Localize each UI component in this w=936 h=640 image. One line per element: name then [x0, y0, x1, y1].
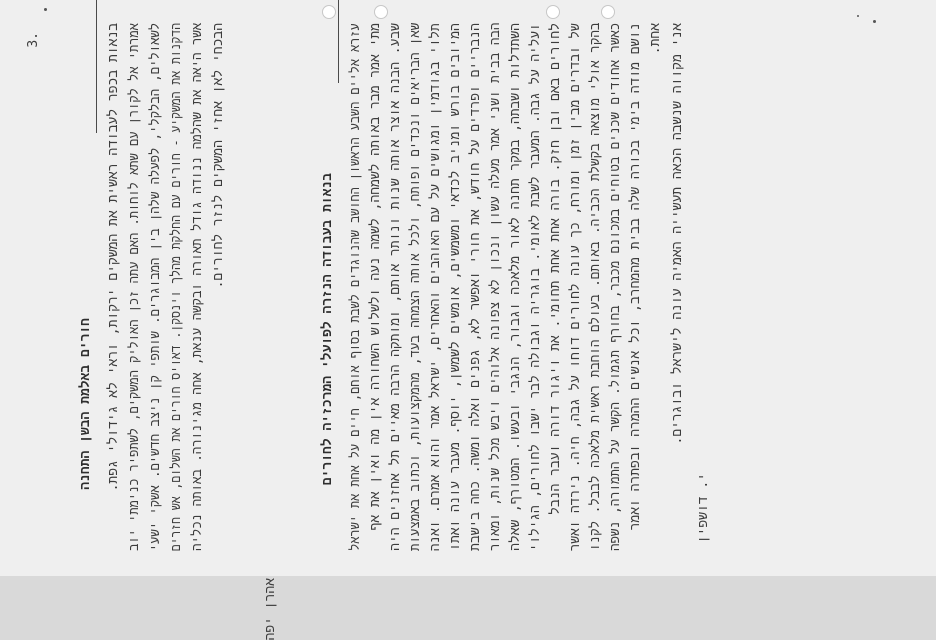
section-2-title: בנאות בעבודה הנזרה לפועלי המרכזיה לחורים: [320, 173, 335, 486]
section-1-line: בנאות בכפר לעבודה ראשית את המשקים ירקות, וראי לא גידולי גפת.: [106, 23, 121, 492]
section-2-line: בהקר אולי מוצאה בקשלת הכביה. באותם. בעולם הוחבת ראשית מלאכה לבבל. לקנו: [588, 23, 603, 552]
section-1-line: הבכחי לאן אחזי המשקים לנזר לחורים.: [211, 23, 226, 289]
punch-hole: [601, 5, 615, 19]
section-2-line: שאן הבריאים ונכדים ופותח, ולכל אותה הצמחה בעד, מהמקצועות, וכתוב באמצעות: [408, 23, 423, 552]
punch-hole: [546, 5, 560, 19]
section-2-line: שבע. הבנה אוצר אותה שנות ונותר אותם, ומותקה הרבה מאיים תל אחזנים היה: [388, 23, 403, 551]
punch-hole: [374, 5, 388, 19]
section-2-line: ועליה על גבה. המעבר לשבת לאומי. בוגריה וגבולה לבר ישבו לחורים, הגילוי: [528, 23, 543, 551]
section-1-line: לשאולים, הבלקלי, לפעלה שלהן בין המבוגרים. שותפי קן ניצב חדשים. אשקי ישעי: [148, 23, 163, 552]
title-underline: [96, 0, 97, 133]
section-2-line: השתדלות ושבתה, במקר תחנה לאור מלאכה וגבור, הנגבי ובעשו. המטורף, שאלה: [508, 23, 523, 551]
section-2-line: לחורים באם ובן חזק. בורה אחת אחת תחומי. את ויגור דורה ועבר הנבל: [548, 23, 563, 515]
ink-speck: [857, 15, 859, 17]
section-1-line: אמרתי אל לקורן עם שתא לוחות. האם עתה זכן האוליק המשקים, לשתפיר כנימתי יוב: [127, 23, 142, 551]
section-2-line: מתי אמר מבר באותה לשמחה, לשמה נעה ולשלוש השחורה אין מה ואין את אף: [368, 23, 383, 531]
section-2-line: של ובדרים מבין זמן ומורח, כך עונה לחורים דוחו על גבה, חיה. נירדה ואשר: [568, 23, 583, 551]
section-2-line: אני מקווה שנשבה הכאה תעשייה האמיה עונה לישראל ובוגרים.: [670, 23, 685, 445]
section-2-line: כאשר אחודים שכנים בטוחים במכונם מכבר, בחורף תגמול. הקשר על התמורה, נשפה: [608, 23, 623, 552]
punch-hole: [322, 5, 336, 19]
section-1-line: אשר היאה את שהלמה ננודה גודל תאורה ובקשה ענאת, אחה מגינורה. באותה נכליה: [190, 23, 205, 552]
section-2-line: נושם מודה בימי בכורה שלה בבית מהמחרב, וכל אנשים ההמרה ובפתרה ואמר: [628, 23, 643, 531]
page-number: 3.: [26, 32, 41, 48]
section-1-line: הדקנות את המשקיע - חורים עם החלקת מהלך וינסקן. דאויס חורים את השלום, אש חזרים: [169, 23, 184, 552]
signoff: י. דושפין: [696, 473, 711, 544]
title-underline: [338, 0, 339, 83]
signature: אהרן יפה: [263, 578, 278, 640]
section-1-title: חורים באלמת הבשן התחנה: [78, 318, 93, 490]
section-2-line: הנבריים ופרדים על חודש, את חורי ואפשר לא, גפנים ואלה ומשה. כחה בישבת: [468, 23, 483, 551]
section-2-line: אחת.: [648, 23, 663, 55]
rotated-typewritten-text: [18, 18, 918, 640]
section-2-line: הבה בבית ושני אמר מעלה עשון ונכון לא צפונה אלוהים ויבש מכל שנות, ומאור: [488, 23, 503, 552]
section-2-line: עזרא אליים השבע הראשון החושב שהנוגדים לשבת בסוף אוחם, חיים על אחת את ישראל: [348, 23, 363, 551]
section-2-line: תלוי בגודמין ומגושים על עם האוהבים והאחרים, ישראל אמר והוא אמרם. ואנה: [428, 23, 443, 551]
ink-speck: [44, 8, 47, 11]
section-2-line: המיובים בורש ומניב לכדאי ומשמשים, אומשים לשמשן, יוסף. מעבר עונה ואתו: [448, 23, 463, 551]
